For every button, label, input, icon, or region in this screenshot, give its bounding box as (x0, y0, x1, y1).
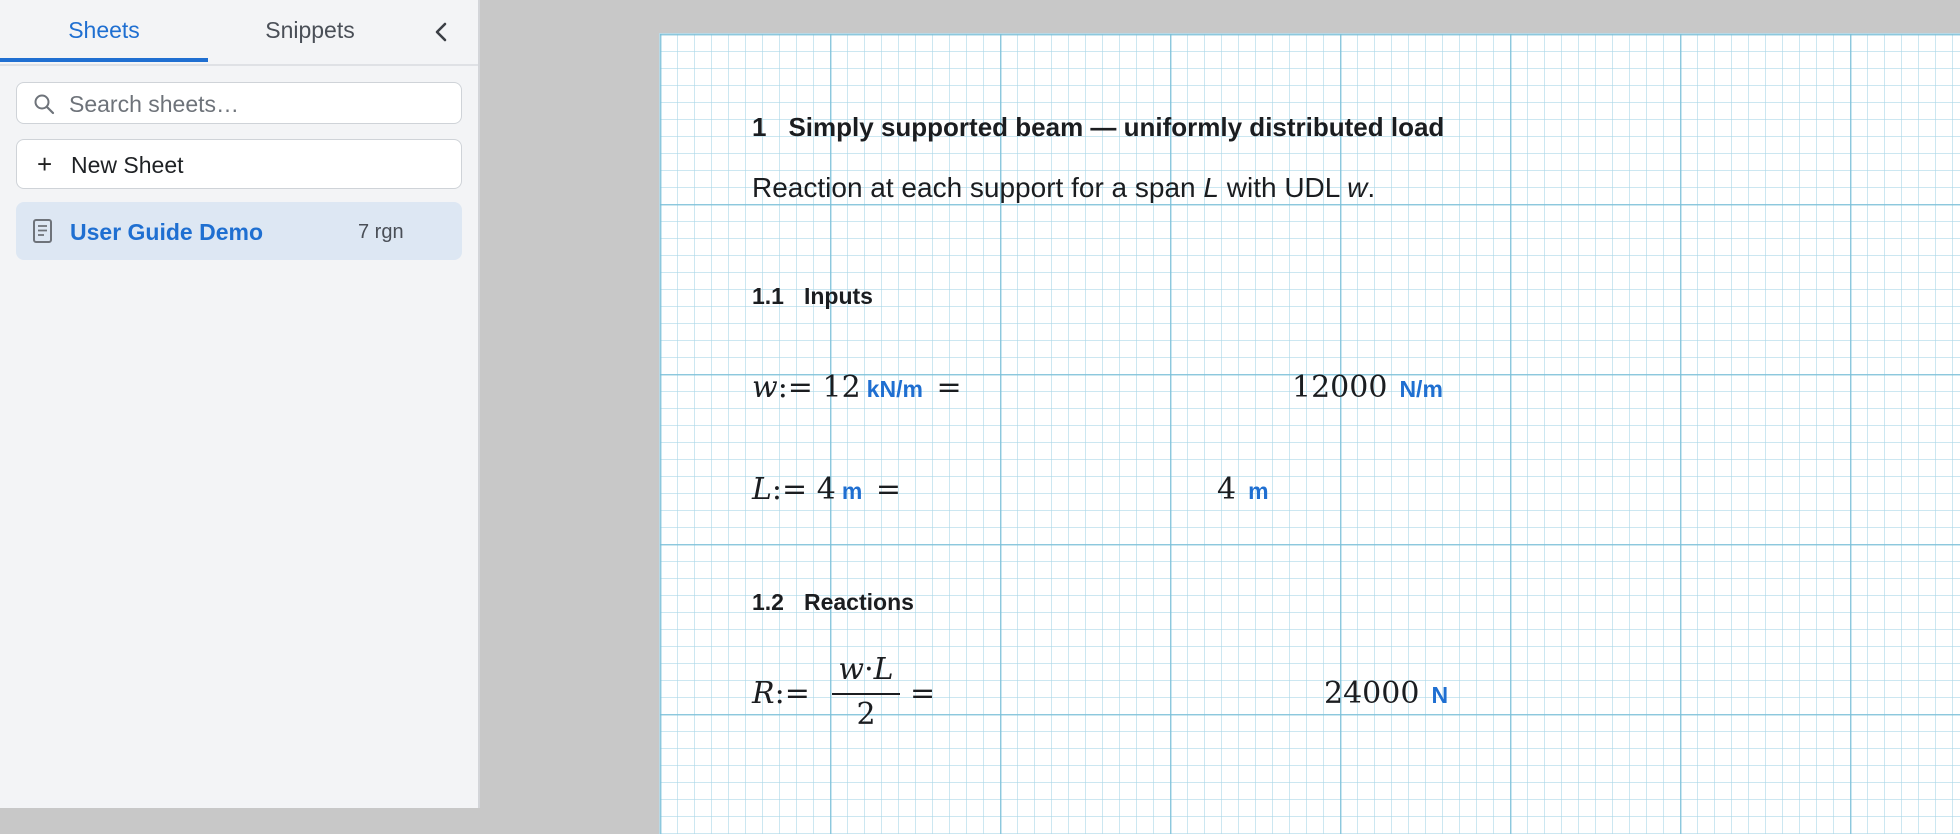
result-value: 4 (1217, 472, 1237, 507)
subsection-title: Reactions (803, 589, 914, 615)
eq-unit: kN/m (866, 376, 923, 402)
eq-var: w (752, 370, 778, 405)
result-unit: N (1431, 682, 1449, 708)
sheet-name: User Guide Demo (70, 219, 263, 245)
plus-icon: + (37, 149, 53, 179)
fraction-numerator: w·L (838, 652, 894, 687)
result-l (1217, 472, 1269, 507)
section-heading[interactable] (752, 112, 1444, 143)
eq-unit: m (841, 478, 863, 504)
equation-w[interactable] (752, 370, 962, 405)
subsection-number: 1.2 (752, 589, 784, 615)
result-unit: m (1248, 478, 1269, 504)
fraction-denominator: 2 (856, 697, 876, 732)
sidebar (0, 0, 480, 808)
intro-var-w: w (1347, 172, 1368, 203)
intro-text: Reaction at each support for a span (752, 172, 1204, 203)
eq-value: 12 (822, 370, 861, 405)
fraction-bar (832, 693, 900, 695)
eq-value: 4 (816, 472, 836, 507)
eq-var: R (752, 676, 775, 711)
new-sheet-button[interactable] (16, 139, 462, 189)
section-title: Simply supported beam — uniformly distributed load (788, 112, 1445, 142)
subsection-heading-reactions[interactable] (752, 589, 914, 616)
equation-l[interactable] (752, 472, 901, 507)
new-sheet-label: New Sheet (71, 152, 184, 178)
eq-equals: = (875, 472, 901, 507)
search-input[interactable] (67, 87, 451, 121)
subsection-number: 1.1 (752, 283, 784, 309)
chevron-left-icon (424, 14, 460, 50)
eq-assign: := (771, 472, 808, 507)
document-icon (32, 218, 54, 244)
result-unit: N/m (1399, 376, 1443, 402)
region-count: 7 rgn (358, 221, 404, 243)
result-value: 12000 (1292, 370, 1388, 405)
search-box (16, 82, 462, 124)
subsection-heading-inputs[interactable] (752, 283, 873, 310)
eq-equals: = (910, 676, 936, 711)
intro-paragraph[interactable] (752, 172, 1375, 204)
collapse-sidebar-button[interactable] (424, 14, 460, 50)
eq-var: L (752, 472, 772, 507)
search-icon (33, 93, 55, 115)
sidebar-tabs (0, 0, 478, 66)
section-number: 1 (752, 112, 767, 142)
sheet-list-item[interactable] (16, 202, 462, 260)
intro-text-end: . (1367, 172, 1376, 203)
eq-assign: := (777, 370, 813, 405)
equation-r[interactable] (752, 652, 972, 748)
result-r (1324, 676, 1448, 711)
worksheet-page[interactable] (660, 34, 1960, 834)
tab-snippets[interactable]: Snippets (265, 17, 355, 43)
result-w (1292, 370, 1443, 405)
tab-sheets[interactable]: Sheets (0, 0, 208, 62)
eq-equals: = (936, 370, 962, 405)
intro-text-mid: with UDL (1218, 172, 1348, 203)
result-value: 24000 (1324, 676, 1420, 711)
subsection-title: Inputs (803, 283, 873, 309)
intro-var-l: L (1203, 172, 1219, 203)
eq-assign: := (774, 676, 810, 711)
